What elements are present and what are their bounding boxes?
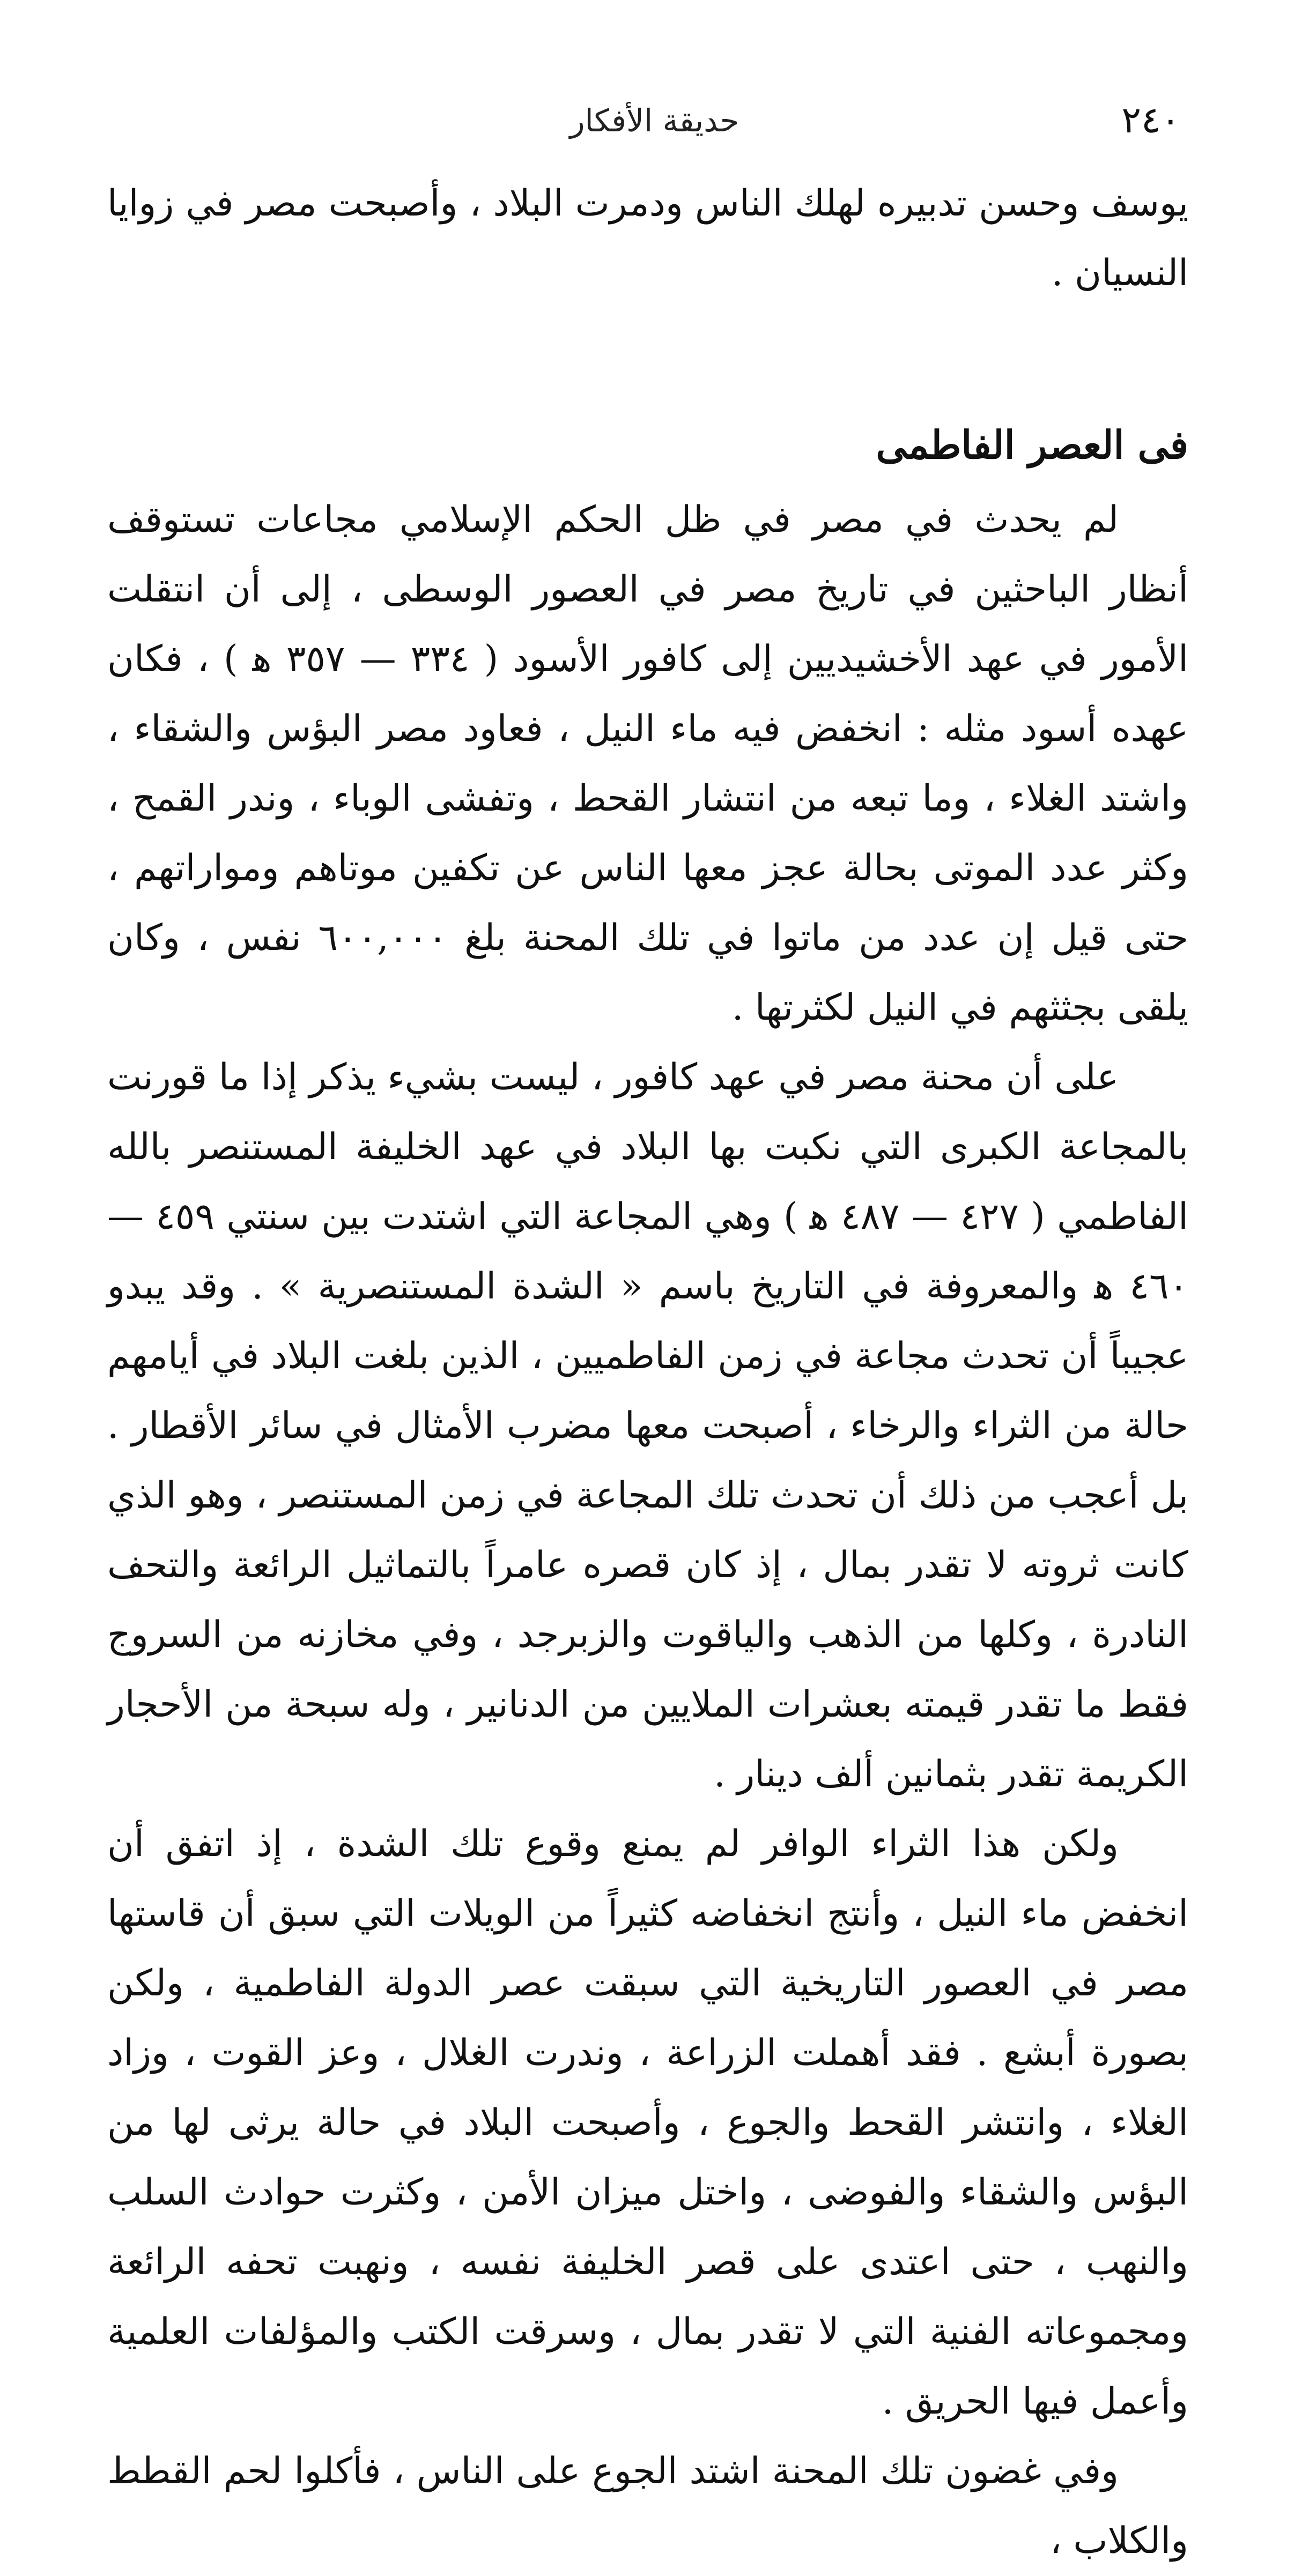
page-header	[129, 91, 1180, 150]
page-number: ٢٤٠	[1121, 99, 1180, 142]
paragraph-2: على أن محنة مصر في عهد كافور ، ليست بشيء يذكر إذا ما قورنت بالمجاعة الكبرى التي نكبت بها البلاد في عهد الخليفة المستنصر بالله الفاطمي ( ٤٢٧ — ٤٨٧ ﻫ ) وهي المجاعة التي اشتدت بين سنتي ٤٥٩ — ٤٦٠ ﻫ والمعروفة في التاريخ باسم « الشدة المستنصرية » . وقد يبدو عجيباً أن تحدث مجاعة في زمن الفاطميين ، الذين بلغت البلاد في أيامهم حالة من الثراء والرخاء ، أصبحت معها مضرب الأمثال في سائر الأقطار . بل أعجب من ذلك أن تحدث تلك المجاعة في زمن المستنصر ، وهو الذي كانت ثروته لا تقدر بمال ، إذ كان قصره عامراً بالتماثيل الرائعة والتحف النادرة ، وكلها من الذهب والياقوت والزبرجد ، وفي مخازنه من السروج فقط ما تقدر قيمته بعشرات الملايين من الدنانير ، وله سبحة من الأحجار الكريمة تقدر بثمانين ألف دينار .	[107, 1056, 1188, 1795]
paragraph-4: وفي غضون تلك المحنة اشتد الجوع على الناس ، فأكلوا لحم القطط والكلاب ،	[107, 2450, 1188, 2562]
paragraph-1: لم يحدث في مصر في ظل الحكم الإسلامي مجاعات تستوقف أنظار الباحثين في تاريخ مصر في العصور الوسطى ، إلى أن انتقلت الأمور في عهد الأخشيديين إلى كافور الأسود ( ٣٣٤ — ٣٥٧ ﻫ ) ، فكان عهده أسود مثله : انخفض فيه ماء النيل ، فعاود مصر البؤس والشقاء ، واشتد الغلاء ، وما تبعه من انتشار القحط ، وتفشى الوباء ، وندر القمح ، وكثر عدد الموتى بحالة عجز معها الناس عن تكفين موتاهم ومواراتهم ، حتى قيل إن عدد من ماتوا في تلك المحنة بلغ ٦٠٠,٠٠٠ نفس ، وكان يلقى بجثثهم في النيل لكثرتها .	[107, 499, 1188, 1029]
page-body	[107, 169, 1188, 2576]
running-title: حديقة الأفكار	[570, 102, 739, 139]
continuation-paragraph: يوسف وحسن تدبيره لهلك الناس ودمرت البلاد ، وأصبحت مصر في زوايا النسيان .	[107, 182, 1188, 294]
section-heading: فى العصر الفاطمى	[876, 422, 1188, 467]
paragraph-3: ولكن هذا الثراء الوافر لم يمنع وقوع تلك الشدة ، إذ اتفق أن انخفض ماء النيل ، وأنتج انخفاضه كثيراً من الويلات التي سبق أن قاستها مصر في العصور التاريخية التي سبقت عصر الدولة الفاطمية ، ولكن بصورة أبشع . فقد أهملت الزراعة ، وندرت الغلال ، وعز القوت ، وزاد الغلاء ، وانتشر القحط والجوع ، وأصبحت البلاد في حالة يرثى لها من البؤس والشقاء والفوضى ، واختل ميزان الأمن ، وكثرت حوادث السلب والنهب ، حتى اعتدى على قصر الخليفة نفسه ، ونهبت تحفه الرائعة ومجموعاته الفنية التي لا تقدر بمال ، وسرقت الكتب والمؤلفات العلمية وأعمل فيها الحريق .	[107, 1823, 1188, 2423]
